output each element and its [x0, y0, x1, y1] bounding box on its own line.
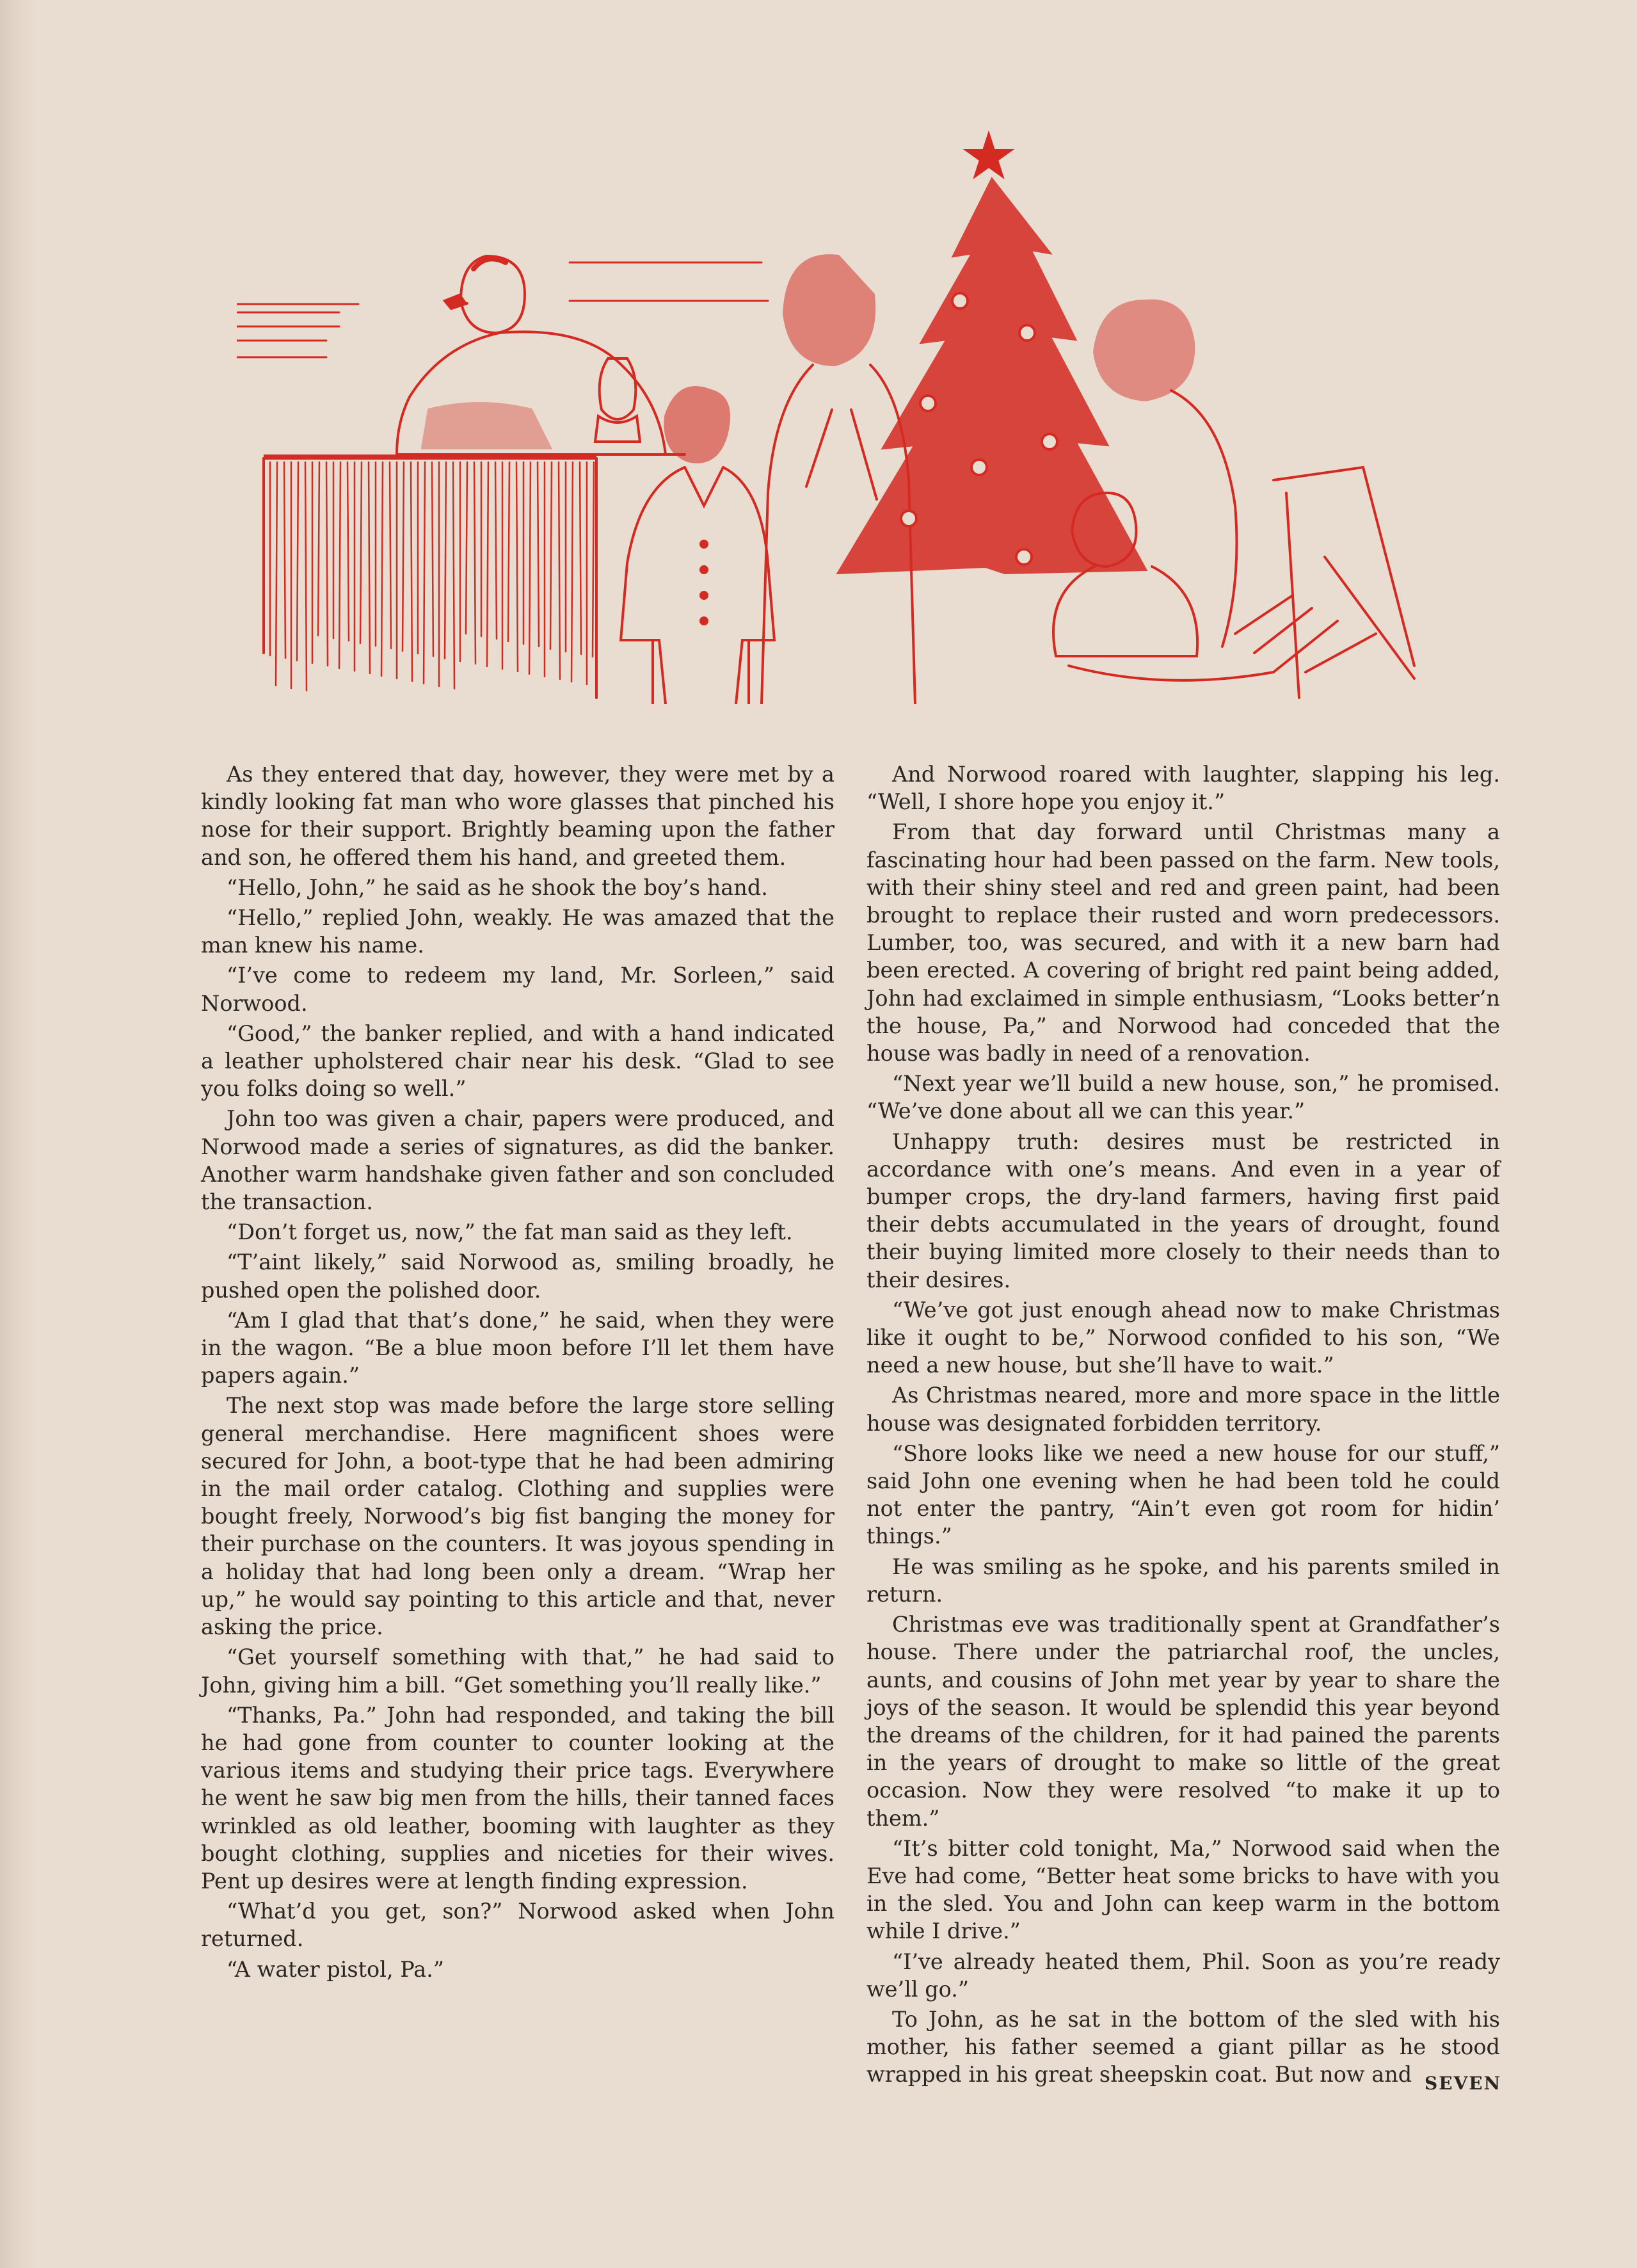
- paragraph: “A water pistol, Pa.”: [227, 1956, 445, 1982]
- left-column: [201, 760, 834, 1986]
- girl-figure: [762, 255, 915, 704]
- paragraph: Christmas eve was traditionally spent at Grandfather’s house. There under the patriarchal roof, the uncles, aunts, and cousins of John met year by year to share the joys of the season. It would be splendid this year beyond the dreams of the children, for it had pained the parents in the years of drought to make so little of the great occasion. Now they were resolved “to make it up to them.”: [866, 1612, 1500, 1831]
- paragraph: The next stop was made before the large store selling general merchandise. Here magnificent shoes were secured for John, a boot-type that he had been admiring in the mail order catalog. Clothing and supplies were bought freely, Norwood’s big fist banging the money for their purchase on the counters. It was joyous spending in a holiday that had long been only a dream. “Wrap her up,” he would say pointing to this article and that, never asking the price.: [201, 1393, 834, 1640]
- paragraph: “Hello, John,” he said as he shook the boy’s hand.: [227, 874, 768, 900]
- boy-figure: [621, 387, 774, 704]
- wall-lines: [237, 262, 768, 357]
- paragraph: “Hello,” replied John, weakly. He was amazed that the man knew his name.: [201, 905, 834, 958]
- paragraph: From that day forward until Christmas many a fascinating hour had been passed on the farm. New tools, with their shiny steel and red and green paint, had been brought to replace their rusted and worn predecessors. Lumber, too, was secured, and with it a new barn had been erected. A covering of bright red paint being added, John had exclaimed in simple enthusiasm, “Looks better’n the house, Pa,” and Norwood had conceded that the house was badly in need of a renovation.: [866, 819, 1500, 1066]
- banker-figure: [397, 256, 666, 454]
- rocking-chair: [1235, 467, 1414, 698]
- paragraph: “Get yourself something with that,” he had said to John, giving him a bill. “Get something you’ll really like.”: [201, 1645, 834, 1698]
- paragraph: John too was given a chair, papers were produced, and Norwood made a series of signatures, as did the banker. Another warm handshake given father and son concluded the transaction.: [201, 1106, 834, 1215]
- page-edge: [0, 0, 38, 2268]
- paragraph: And Norwood roared with laughter, slapping his leg. “Well, I shore hope you enjoy it.”: [866, 762, 1500, 815]
- paragraph: “What’d you get, son?” Norwood asked when John returned.: [201, 1899, 834, 1952]
- paragraph: “We’ve got just enough ahead now to make Christmas like it ought to be,” Norwood confided to his son, “We need a new house, but she’ll have to wait.”: [866, 1297, 1500, 1378]
- paragraph: “I’ve come to redeem my land, Mr. Sorleen,” said Norwood.: [201, 963, 834, 1016]
- paragraph: As Christmas neared, more and more space in the little house was designated forbidden territory.: [866, 1383, 1500, 1436]
- desk-panel: [264, 454, 596, 698]
- paragraph: To John, as he sat in the bottom of the sled with his mother, his father seemed a giant pillar as he stood wrapped in his great sheepskin coat. But now and: [866, 2006, 1500, 2087]
- page-number: SEVEN: [1425, 2073, 1502, 2094]
- paragraph: “Am I glad that that’s done,” he said, when they were in the wagon. “Be a blue moon before I’ll let them have papers again.”: [201, 1307, 834, 1388]
- right-column: [866, 760, 1500, 2091]
- paragraph: “Don’t forget us, now,” the fat man said as they left.: [227, 1219, 793, 1245]
- paragraph: “Thanks, Pa.” John had responded, and taking the bill he had gone from counter to counter looking at the various items and studying their price tags. Everywhere he went he saw big men from the hills, their tanned faces wrinkled as old leather, booming with laughter as they bought clothing, supplies and niceties for their wives. Pent up desires were at length finding expression.: [201, 1702, 834, 1894]
- paragraph: He was smiling as he spoke, and his parents smiled in return.: [866, 1554, 1500, 1607]
- paragraph: “T’aint likely,” said Norwood as, smiling broadly, he pushed open the polished door.: [201, 1250, 834, 1303]
- paragraph: “It’s bitter cold tonight, Ma,” Norwood said when the Eve had come, “Better heat some bricks to have with you in the sled. You and John can keep warm in the bottom while I drive.”: [866, 1835, 1500, 1944]
- paragraph: As they entered that day, however, they were met by a kindly looking fat man who wore glasses that pinched his nose for their support. Brightly beaming upon the father and son, he offered them his hand, and greeted them.: [201, 762, 834, 870]
- paragraph: Unhappy truth: desires must be restricted in accordance with one’s means. And even in a year of bumper crops, the dry-land farmers, having first paid their debts accumulated in the years of drought, found their buying limited more closely to their needs than to their desires.: [866, 1129, 1500, 1292]
- paragraph: “Good,” the banker replied, and with a hand indicated a leather upholstered chair near his desk. “Glad to see you folks doing so well.”: [201, 1020, 834, 1102]
- paragraph: “Next year we’ll build a new house, son,” he promised. “We’ve done about all we can this year.”: [866, 1071, 1500, 1124]
- paragraph: “Shore looks like we need a new house for our stuff,” said John one evening when he had been told he could not enter the pantry, “Ain’t even got room for hidin’ things.”: [866, 1440, 1500, 1549]
- christmas-illustration: [237, 109, 1472, 704]
- paragraph: “I’ve already heated them, Phil. Soon as you’re ready we’ll go.”: [866, 1949, 1500, 2002]
